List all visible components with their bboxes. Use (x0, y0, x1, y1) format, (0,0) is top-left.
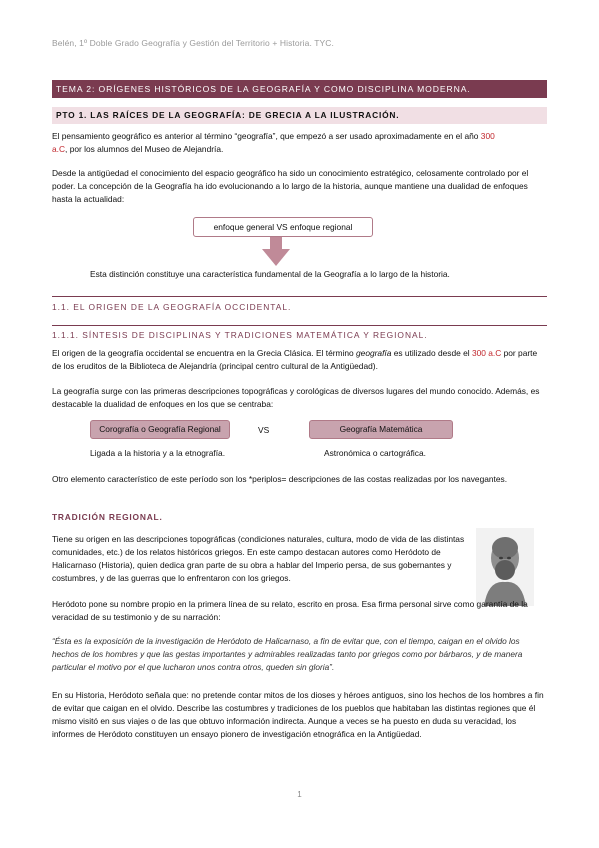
paragraph-3: Esta distinción constituye una característica fundamental de la Geografía a lo largo de la historia. (90, 269, 450, 279)
red-text: a.C (52, 144, 66, 154)
text: por parte de los eruditos de la Biblioteca de Alejandría (principal centro cultural de la Antigüedad). (52, 348, 538, 371)
italic-text: geografía (356, 348, 392, 358)
label-right: Astronómica o cartográfica. (324, 448, 426, 458)
corografia-box: Corografía o Geografía Regional (90, 420, 230, 439)
herodotus-bust-image (476, 528, 534, 606)
tradicion-regional-title: TRADICIÓN REGIONAL. (52, 512, 163, 522)
section-1-1-1: 1.1.1. SÍNTESIS DE DISCIPLINAS Y TRADICIONES MATEMÁTICA Y REGIONAL. (52, 330, 428, 340)
herodotus-quote: “Ésta es la exposición de la investigación de Heródoto de Halicarnaso, a fin de evitar que, con el tiempo, caigan en el olvido los hechos de los hombres y que las gestas importantes y admirables realizadas tanto por griegos como por bárbaros, y de manera particular el motivo por el que lucharon unos contra otros, queden sin gloria”. (52, 636, 523, 672)
pto-title: PTO 1. LAS RAÍCES DE LA GEOGRAFÍA: DE GRECIA A LA ILUSTRACIÓN. (52, 107, 547, 124)
page-number: 1 (297, 790, 302, 799)
tema-title: TEMA 2: ORÍGENES HISTÓRICOS DE LA GEOGRAFÍA Y COMO DISCIPLINA MODERNA. (52, 80, 547, 98)
page-header: Belén, 1º Doble Grado Geografía y Gestión del Territorio + Historia. TYC. (52, 38, 334, 48)
divider (52, 325, 547, 326)
paragraph-6: Otro elemento característico de este período son los *periplos= descripciones de las costas realizadas por los navegantes. (52, 474, 508, 484)
red-text: 300 a.C (471, 348, 502, 358)
paragraph-8: Heródoto pone su nombre propio en la primera línea de su relato, escrito en prosa. Esa firma personal sirve como garantía de la veracidad de su testimonio y de su narración: (52, 599, 528, 622)
paragraph-2: Desde la antigüedad el conocimiento del espacio geográfico ha sido un conocimiento estratégico, celosamente controlado por el poder. La concepción de la Geografía ha ido evolucionando a lo largo de la historia, aunque mantiene una dualidad de enfoques hasta la actualidad: (52, 168, 529, 204)
down-arrow-head-icon (262, 249, 290, 266)
paragraph-7: Tiene su origen en las descripciones topográficas (condiciones naturales, cultura, modo de vida de las distintas comunidades, etc.) de los relatos históricos griegos. En este campo destacan autores como Heródoto de Halicarnaso (Historia), quien dedica gran parte de su obra a hablar del Imperio persa, de sus gobernantes y costumbres, y de las guerras que lo enfrentaron con los griegos. (52, 534, 465, 583)
paragraph-1 (52, 130, 547, 156)
vs-label: VS (258, 425, 270, 435)
text: es utilizado desde el (391, 348, 472, 358)
paragraph-4 (52, 347, 547, 373)
text: El pensamiento geográfico es anterior al término “geografía”, que empezó a ser usado aproximadamente en el año (52, 131, 481, 141)
paragraph-5: La geografía surge con las primeras descripciones topográficas y corológicas de diversos lugares del mundo conocido. Además, es destacable la dualidad de enfoques en los que se centraba: (52, 386, 540, 409)
label-left: Ligada a la historia y a la etnografía. (90, 448, 226, 458)
section-1-1: 1.1. EL ORIGEN DE LA GEOGRAFÍA OCCIDENTAL. (52, 302, 292, 312)
red-text: 300 (480, 131, 495, 141)
text: , por los alumnos del Museo de Alejandría. (65, 144, 224, 154)
divider (52, 296, 547, 297)
down-arrow-icon (270, 237, 282, 249)
paragraph-9: En su Historia, Heródoto señala que: no pretende contar mitos de los dioses y héroes antiguos, sino los hechos de los hombres a fin de evitar que caigan en el olvido. Describe las costumbres y tradiciones de los pueblos que habitaban las distintas regiones que él mismo visitó en sus viajes o de las que obtuvo información indirecta. Aunque a veces se ha puesto en duda su veracidad, los informes de Heródoto constituyen un ensayo pionero de investigación etnográfica en la Antigüedad. (52, 690, 544, 739)
enfoque-box: enfoque general VS enfoque regional (193, 217, 373, 237)
matematica-box: Geografía Matemática (309, 420, 453, 439)
text: El origen de la geografía occidental se encuentra en la Grecia Clásica. El término (52, 348, 356, 358)
